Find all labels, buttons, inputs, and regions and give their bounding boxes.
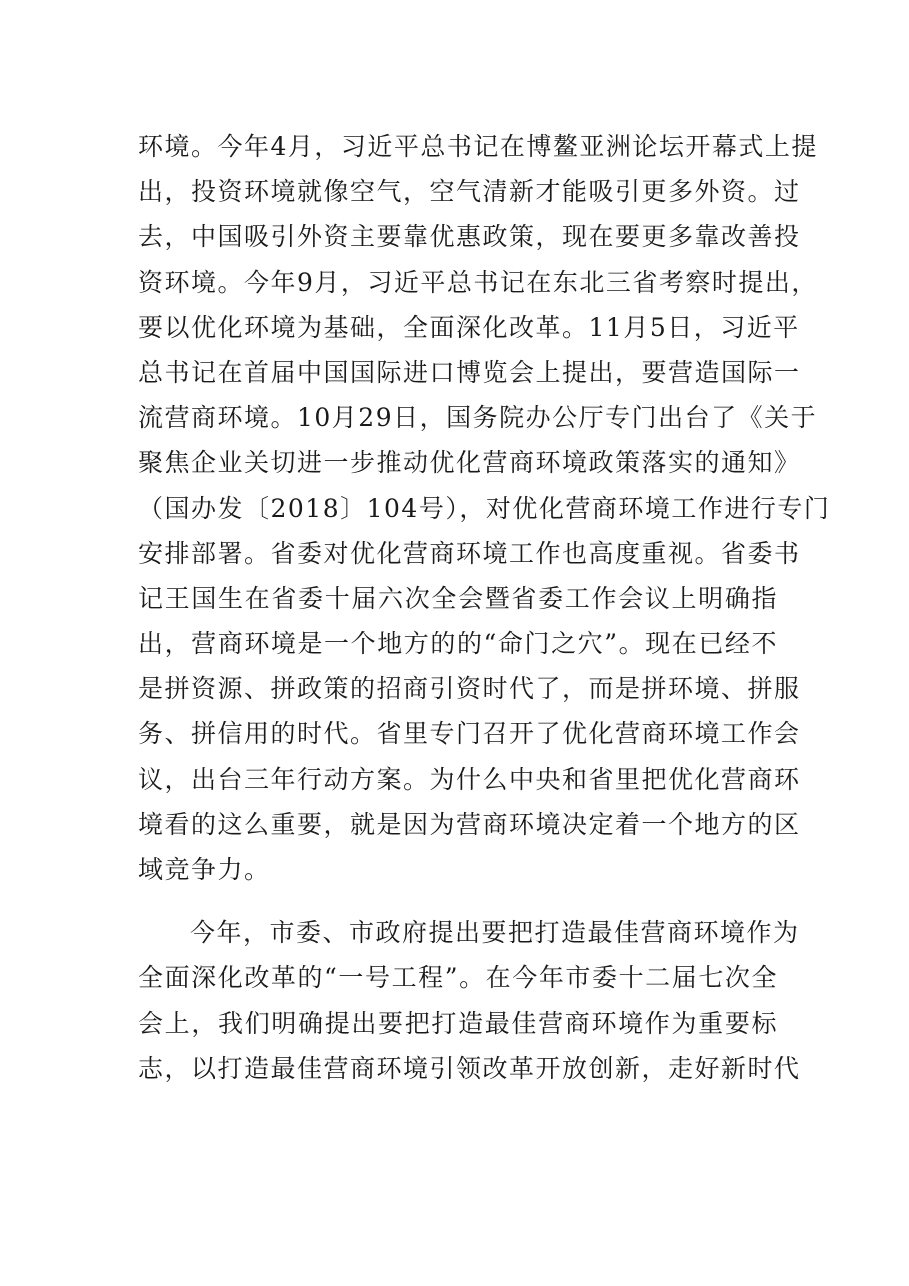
paragraph-spacer <box>138 892 778 910</box>
text-line: 资环境。今年9月，习近平总书记在东北三省考察时提出， <box>138 267 818 297</box>
text-line: 记王国生在省委十届六次全会暨省委工作会议上明确指 <box>138 583 778 613</box>
text-line: 全面深化改革的“一号工程”。在今年市委十二届七次全 <box>138 963 778 993</box>
text-line: 今年，市委、市政府提出要把打造最佳营商环境作为 <box>190 918 800 948</box>
text-line: 要以优化环境为基础，全面深化改革。11月5日，习近平 <box>138 312 800 342</box>
paragraph-2 <box>138 910 801 1091</box>
text-line: （国办发〔2018〕104号），对优化营商环境工作进行专门 <box>138 493 831 523</box>
document-body <box>138 124 831 1091</box>
text-line: 务、拼信用的时代。省里专门召开了优化营商环境工作会 <box>138 719 801 749</box>
text-line: 去，中国吸引外资主要靠优惠政策，现在要更多靠改善投 <box>138 222 801 252</box>
text-line: 是拼资源、拼政策的招商引资时代了，而是拼环境、拼服 <box>138 674 801 704</box>
text-line: 议，出台三年行动方案。为什么中央和省里把优化营商环 <box>138 764 801 794</box>
text-line: 域竞争力。 <box>138 855 271 884</box>
text-line: 出，营商环境是一个地方的的“命门之穴”。现在已经不 <box>138 629 778 659</box>
text-line: 会上，我们明确提出要把打造最佳营商环境作为重要标 <box>138 1008 778 1038</box>
text-line: 境看的这么重要，就是因为营商环境决定着一个地方的区 <box>138 809 801 839</box>
text-line: 流营商环境。10月29日，国务院办公厅专门出台了《关于 <box>138 403 818 433</box>
paragraph-1 <box>138 124 831 892</box>
text-line: 环境。今年4月，习近平总书记在博鳌亚洲论坛开幕式上提 <box>138 132 818 161</box>
text-line: 聚焦企业关切进一步推动优化营商环境政策落实的通知》 <box>138 448 801 478</box>
text-line: 出，投资环境就像空气，空气清新才能吸引更多外资。过 <box>138 177 801 207</box>
text-line: 志，以打造最佳营商环境引领改革开放创新，走好新时代 <box>138 1053 801 1083</box>
text-line: 总书记在首届中国国际进口博览会上提出，要营造国际一 <box>138 357 801 387</box>
text-line: 安排部署。省委对优化营商环境工作也高度重视。省委书 <box>138 538 801 568</box>
